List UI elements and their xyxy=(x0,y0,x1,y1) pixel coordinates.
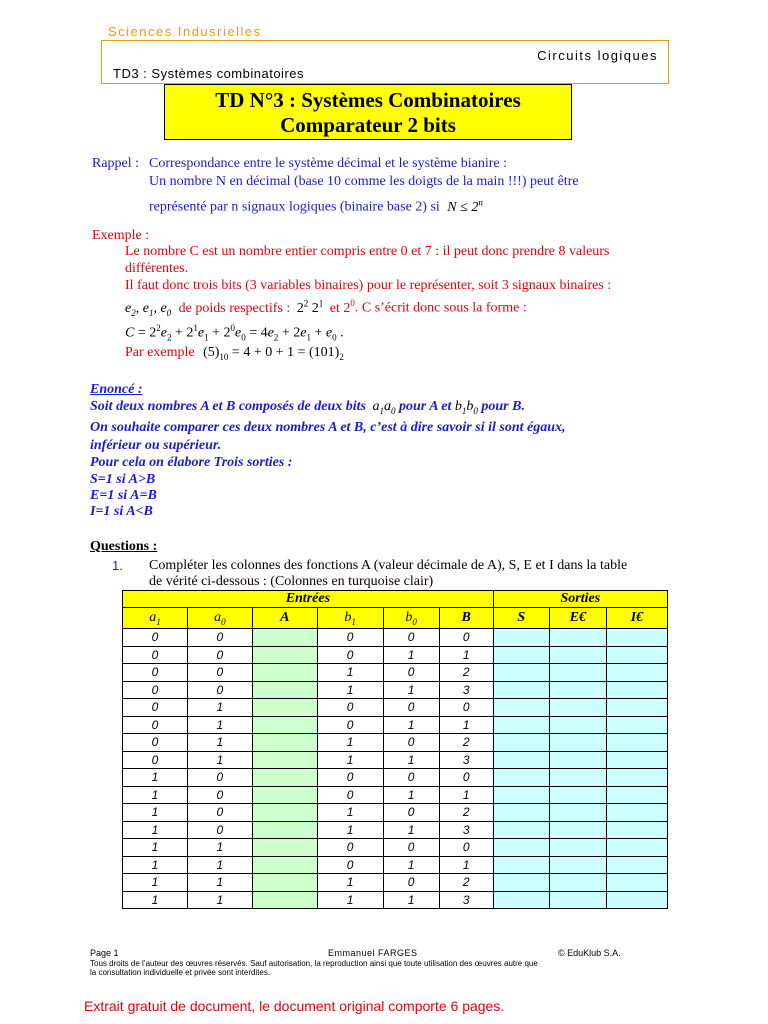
table-row xyxy=(123,874,668,892)
cell-b1: 1 xyxy=(317,734,383,752)
cell-S[interactable] xyxy=(493,681,549,699)
exemple-line3: Il faut donc trois bits (3 variables binaires) pour le représenter, soit 3 signaux binaires : xyxy=(125,278,612,293)
footer-author: Emmanuel FARGES xyxy=(328,948,418,958)
cell-a1: 1 xyxy=(123,891,188,909)
group-sorties xyxy=(493,591,667,608)
cell-E[interactable] xyxy=(549,664,606,682)
cell-b1: 0 xyxy=(317,699,383,717)
cell-b1: 0 xyxy=(317,786,383,804)
table-row xyxy=(123,891,668,909)
group-entrees-label: Entrées xyxy=(285,591,331,606)
table-row xyxy=(123,664,668,682)
exemple-par xyxy=(125,344,344,366)
cell-a0: 1 xyxy=(187,751,252,769)
footer-company: © EduKlub S.A. xyxy=(558,948,621,958)
cell-E[interactable] xyxy=(549,629,606,647)
cell-a0: 1 xyxy=(187,734,252,752)
table-group-header xyxy=(123,591,668,608)
table-row xyxy=(123,629,668,647)
cell-b0: 0 xyxy=(383,804,439,822)
cell-I[interactable] xyxy=(606,734,667,752)
cell-A[interactable] xyxy=(252,891,317,909)
table-row xyxy=(123,804,668,822)
enonce-line4: Pour cela on élabore Trois sorties : xyxy=(90,455,293,470)
col-E: E€ xyxy=(549,608,606,629)
cell-a0: 1 xyxy=(187,891,252,909)
cell-B: 3 xyxy=(439,751,493,769)
cell-a1: 1 xyxy=(123,804,188,822)
cell-b1: 0 xyxy=(317,716,383,734)
cell-b0: 0 xyxy=(383,734,439,752)
col-S: S xyxy=(493,608,549,629)
cell-B: 2 xyxy=(439,804,493,822)
cell-a1: 1 xyxy=(123,874,188,892)
exemple-line1: Le nombre C est un nombre entier compris entre 0 et 7 : il peut donc prendre 8 valeurs xyxy=(125,244,610,259)
table-row xyxy=(123,734,668,752)
cell-S[interactable] xyxy=(493,734,549,752)
rappel-line3 xyxy=(149,194,483,216)
cell-S[interactable] xyxy=(493,839,549,857)
cell-I[interactable] xyxy=(606,751,667,769)
enonce-line1c: pour B. xyxy=(481,399,525,414)
cell-I[interactable] xyxy=(606,804,667,822)
cell-b1: 1 xyxy=(317,681,383,699)
cell-E[interactable] xyxy=(549,716,606,734)
question-line2: de vérité ci-dessous : (Colonnes en turquoise clair) xyxy=(149,574,434,589)
cell-A[interactable] xyxy=(252,856,317,874)
cell-S[interactable] xyxy=(493,821,549,839)
cell-E[interactable] xyxy=(549,646,606,664)
cell-B: 3 xyxy=(439,821,493,839)
header-box xyxy=(101,40,669,84)
title-box xyxy=(164,84,572,140)
exemple-line2: différentes. xyxy=(125,261,189,276)
question-line1: Compléter les colonnes des fonctions A (valeur décimale de A), S, E et I dans la table xyxy=(149,558,628,573)
cell-b0: 1 xyxy=(383,821,439,839)
cell-a1: 1 xyxy=(123,839,188,857)
enonce-line1-text: Soit deux nombres A et B composés de deux bits xyxy=(90,399,366,414)
rappel-line1: Correspondance entre le système décimal et le système bianire : xyxy=(149,156,508,171)
cell-A[interactable] xyxy=(252,664,317,682)
bits-e: $e_2$, $e_1$, $e_0$ xyxy=(125,300,172,318)
extrait-notice: Extrait gratuit de document, le document original comporte 6 pages. xyxy=(84,998,505,1014)
enonce-line2: On souhaite comparer ces deux nombres A et B, c’est à dire savoir si il sont égaux, xyxy=(90,420,566,435)
header-td: TD3 : Systèmes combinatoires xyxy=(113,66,305,81)
enonce-label: Enoncé : xyxy=(90,382,143,397)
cell-a1: 0 xyxy=(123,716,188,734)
footer-rights1: Tous droits de l’auteur des œuvres réservés. Sauf autorisation, la reproduction ainsi que toute utilisation des œuvres autre que xyxy=(90,959,538,968)
cell-E[interactable] xyxy=(549,821,606,839)
cell-a0: 0 xyxy=(187,786,252,804)
cell-I[interactable] xyxy=(606,769,667,787)
cell-A[interactable] xyxy=(252,681,317,699)
col-a1: $a_1$ xyxy=(123,608,188,629)
enonce-i: I=1 si A<B xyxy=(90,504,153,519)
cell-A[interactable] xyxy=(252,786,317,804)
cell-b1: 0 xyxy=(317,769,383,787)
cell-b0: 0 xyxy=(383,874,439,892)
cell-I[interactable] xyxy=(606,664,667,682)
cell-E[interactable] xyxy=(549,681,606,699)
enonce-s: S=1 si A>B xyxy=(90,472,156,487)
exemple-line4b: et 2 xyxy=(329,300,351,316)
exemple-line4-text: de poids respectifs : xyxy=(178,300,291,316)
table-row xyxy=(123,786,668,804)
cell-A[interactable] xyxy=(252,734,317,752)
cell-E[interactable] xyxy=(549,786,606,804)
cell-I[interactable] xyxy=(606,821,667,839)
cell-b1: 1 xyxy=(317,891,383,909)
cell-a1: 1 xyxy=(123,821,188,839)
cell-E[interactable] xyxy=(549,804,606,822)
cell-b1: 1 xyxy=(317,751,383,769)
footer-rights2: la consultation individuelle et privée sont interdites. xyxy=(90,968,271,977)
cell-B: 1 xyxy=(439,856,493,874)
cell-b0: 0 xyxy=(383,629,439,647)
cell-a1: 0 xyxy=(123,629,188,647)
cell-A[interactable] xyxy=(252,716,317,734)
cell-b0: 1 xyxy=(383,681,439,699)
cell-I[interactable] xyxy=(606,716,667,734)
cell-B: 0 xyxy=(439,629,493,647)
cell-b1: 1 xyxy=(317,821,383,839)
cell-S[interactable] xyxy=(493,646,549,664)
cell-a0: 0 xyxy=(187,646,252,664)
cell-E[interactable] xyxy=(549,699,606,717)
cell-I[interactable] xyxy=(606,839,667,857)
cell-a0: 0 xyxy=(187,664,252,682)
rappel-line2: Un nombre N en décimal (base 10 comme les doigts de la main !!!) peut être xyxy=(149,174,579,189)
title-line2: Comparateur 2 bits xyxy=(280,113,456,137)
cell-A[interactable] xyxy=(252,751,317,769)
cell-b1: 0 xyxy=(317,646,383,664)
table-row xyxy=(123,821,668,839)
cell-S[interactable] xyxy=(493,751,549,769)
cell-b1: 1 xyxy=(317,664,383,682)
cell-b0: 1 xyxy=(383,716,439,734)
cell-A[interactable] xyxy=(252,769,317,787)
cell-S[interactable] xyxy=(493,664,549,682)
cell-a1: 0 xyxy=(123,751,188,769)
exemple-label: Exemple : xyxy=(92,228,150,243)
cell-I[interactable] xyxy=(606,699,667,717)
cell-a1: 1 xyxy=(123,856,188,874)
cell-I[interactable] xyxy=(606,646,667,664)
cell-I[interactable] xyxy=(606,856,667,874)
cell-a0: 0 xyxy=(187,629,252,647)
enonce-line1: Soit deux nombres A et B composés de deux bits $a_1a_0$ pour A et $b_1b_0$ pour B. xyxy=(90,399,525,416)
cell-b0: 1 xyxy=(383,786,439,804)
cell-E[interactable] xyxy=(549,734,606,752)
enonce-line1b: pour A et xyxy=(399,399,452,414)
cell-B: 0 xyxy=(439,839,493,857)
table-col-header xyxy=(123,608,668,629)
table-row xyxy=(123,699,668,717)
cell-B: 2 xyxy=(439,734,493,752)
rappel-label: Rappel : xyxy=(92,156,140,171)
cell-a0: 0 xyxy=(187,821,252,839)
cell-a0: 1 xyxy=(187,716,252,734)
rappel-formula-text: N ≤ 2 xyxy=(447,199,479,215)
rappel-line3-text: représenté par n signaux logiques (binaire base 2) si xyxy=(149,199,440,215)
cell-I[interactable] xyxy=(606,891,667,909)
cell-b1: 1 xyxy=(317,874,383,892)
cell-b1: 0 xyxy=(317,629,383,647)
col-I: I€ xyxy=(606,608,667,629)
cell-a1: 0 xyxy=(123,646,188,664)
cell-b0: 1 xyxy=(383,751,439,769)
col-A: A xyxy=(252,608,317,629)
cell-a0: 1 xyxy=(187,856,252,874)
cell-S[interactable] xyxy=(493,804,549,822)
powers: $2^2$ $2^1$ xyxy=(296,298,324,316)
cell-B: 3 xyxy=(439,891,493,909)
group-entrees xyxy=(123,591,494,608)
cell-b0: 0 xyxy=(383,664,439,682)
formula-5: $(5)_{10} = 4 + 0 + 1 = (101)_2$ xyxy=(203,345,344,362)
cell-S[interactable] xyxy=(493,699,549,717)
cell-S[interactable] xyxy=(493,786,549,804)
table-row xyxy=(123,839,668,857)
cell-S[interactable] xyxy=(493,769,549,787)
cell-I[interactable] xyxy=(606,629,667,647)
cell-a0: 1 xyxy=(187,699,252,717)
cell-S[interactable] xyxy=(493,716,549,734)
col-B: B xyxy=(439,608,493,629)
cell-E[interactable] xyxy=(549,769,606,787)
cell-A[interactable] xyxy=(252,821,317,839)
cell-a0: 0 xyxy=(187,681,252,699)
question-num: 1. xyxy=(112,558,123,573)
header-course: Circuits logiques xyxy=(537,48,658,63)
cell-b0: 1 xyxy=(383,856,439,874)
cell-a1: 0 xyxy=(123,681,188,699)
cell-A[interactable] xyxy=(252,629,317,647)
table-row xyxy=(123,769,668,787)
enonce-line3: inférieur ou supérieur. xyxy=(90,438,222,453)
cell-a1: 0 xyxy=(123,664,188,682)
exemple-par-text: Par exemple xyxy=(125,345,195,360)
cell-B: 2 xyxy=(439,874,493,892)
cell-A[interactable] xyxy=(252,874,317,892)
enonce-e: E=1 si A=B xyxy=(90,488,157,503)
cell-I[interactable] xyxy=(606,786,667,804)
cell-E[interactable] xyxy=(549,856,606,874)
cell-b1: 0 xyxy=(317,856,383,874)
cell-S[interactable] xyxy=(493,891,549,909)
rappel-formula: $N \le 2^n$ xyxy=(447,197,483,215)
exemple-line4c: . C s’écrit donc sous la forme : xyxy=(354,300,527,316)
table-row xyxy=(123,751,668,769)
cell-b0: 0 xyxy=(383,839,439,857)
cell-B: 1 xyxy=(439,786,493,804)
cell-A[interactable] xyxy=(252,646,317,664)
cell-S[interactable] xyxy=(493,629,549,647)
col-b0: $b_0$ xyxy=(383,608,439,629)
col-a0: $a_0$ xyxy=(187,608,252,629)
cell-I[interactable] xyxy=(606,681,667,699)
cell-B: 0 xyxy=(439,769,493,787)
cell-B: 3 xyxy=(439,681,493,699)
cell-S[interactable] xyxy=(493,856,549,874)
cell-E[interactable] xyxy=(549,751,606,769)
table-row xyxy=(123,681,668,699)
cell-E[interactable] xyxy=(549,839,606,857)
questions-label: Questions : xyxy=(90,539,158,554)
cell-b1: 1 xyxy=(317,804,383,822)
cell-B: 1 xyxy=(439,716,493,734)
cell-B: 2 xyxy=(439,664,493,682)
cell-a1: 1 xyxy=(123,786,188,804)
cell-I[interactable] xyxy=(606,874,667,892)
cell-A[interactable] xyxy=(252,804,317,822)
cell-b0: 1 xyxy=(383,891,439,909)
cell-E[interactable] xyxy=(549,874,606,892)
cell-a0: 0 xyxy=(187,804,252,822)
cell-E[interactable] xyxy=(549,891,606,909)
cell-B: 0 xyxy=(439,699,493,717)
truth-table xyxy=(122,590,668,909)
group-sorties-label: Sorties xyxy=(560,591,601,606)
cell-a1: 1 xyxy=(123,769,188,787)
table-row xyxy=(123,716,668,734)
cell-B: 1 xyxy=(439,646,493,664)
cell-a0: 1 xyxy=(187,874,252,892)
formula-c: $C = 2^2e_2 + 2^1e_1 + 2^0e_0 = 4e_2 + 2e_1 + e_0$ . xyxy=(125,323,344,343)
cell-a0: 0 xyxy=(187,769,252,787)
cell-b0: 0 xyxy=(383,769,439,787)
col-b1: $b_1$ xyxy=(317,608,383,629)
cell-b0: 0 xyxy=(383,699,439,717)
cell-a1: 0 xyxy=(123,699,188,717)
cell-a0: 1 xyxy=(187,839,252,857)
cell-S[interactable] xyxy=(493,874,549,892)
header-subject: Sciences Indusrielles xyxy=(108,24,262,39)
footer-page: Page 1 xyxy=(90,948,119,958)
table-row xyxy=(123,856,668,874)
cell-A[interactable] xyxy=(252,699,317,717)
cell-a1: 0 xyxy=(123,734,188,752)
cell-A[interactable] xyxy=(252,839,317,857)
table-row xyxy=(123,646,668,664)
cell-b1: 0 xyxy=(317,839,383,857)
cell-b0: 1 xyxy=(383,646,439,664)
title-line1: TD N°3 : Systèmes Combinatoires xyxy=(215,88,521,112)
exemple-line4: $e_2$, $e_1$, $e_0$ de poids respectifs : $2^2$ $2^1$ et $2^0$. C s’écrit donc sous la forme : xyxy=(125,298,527,318)
